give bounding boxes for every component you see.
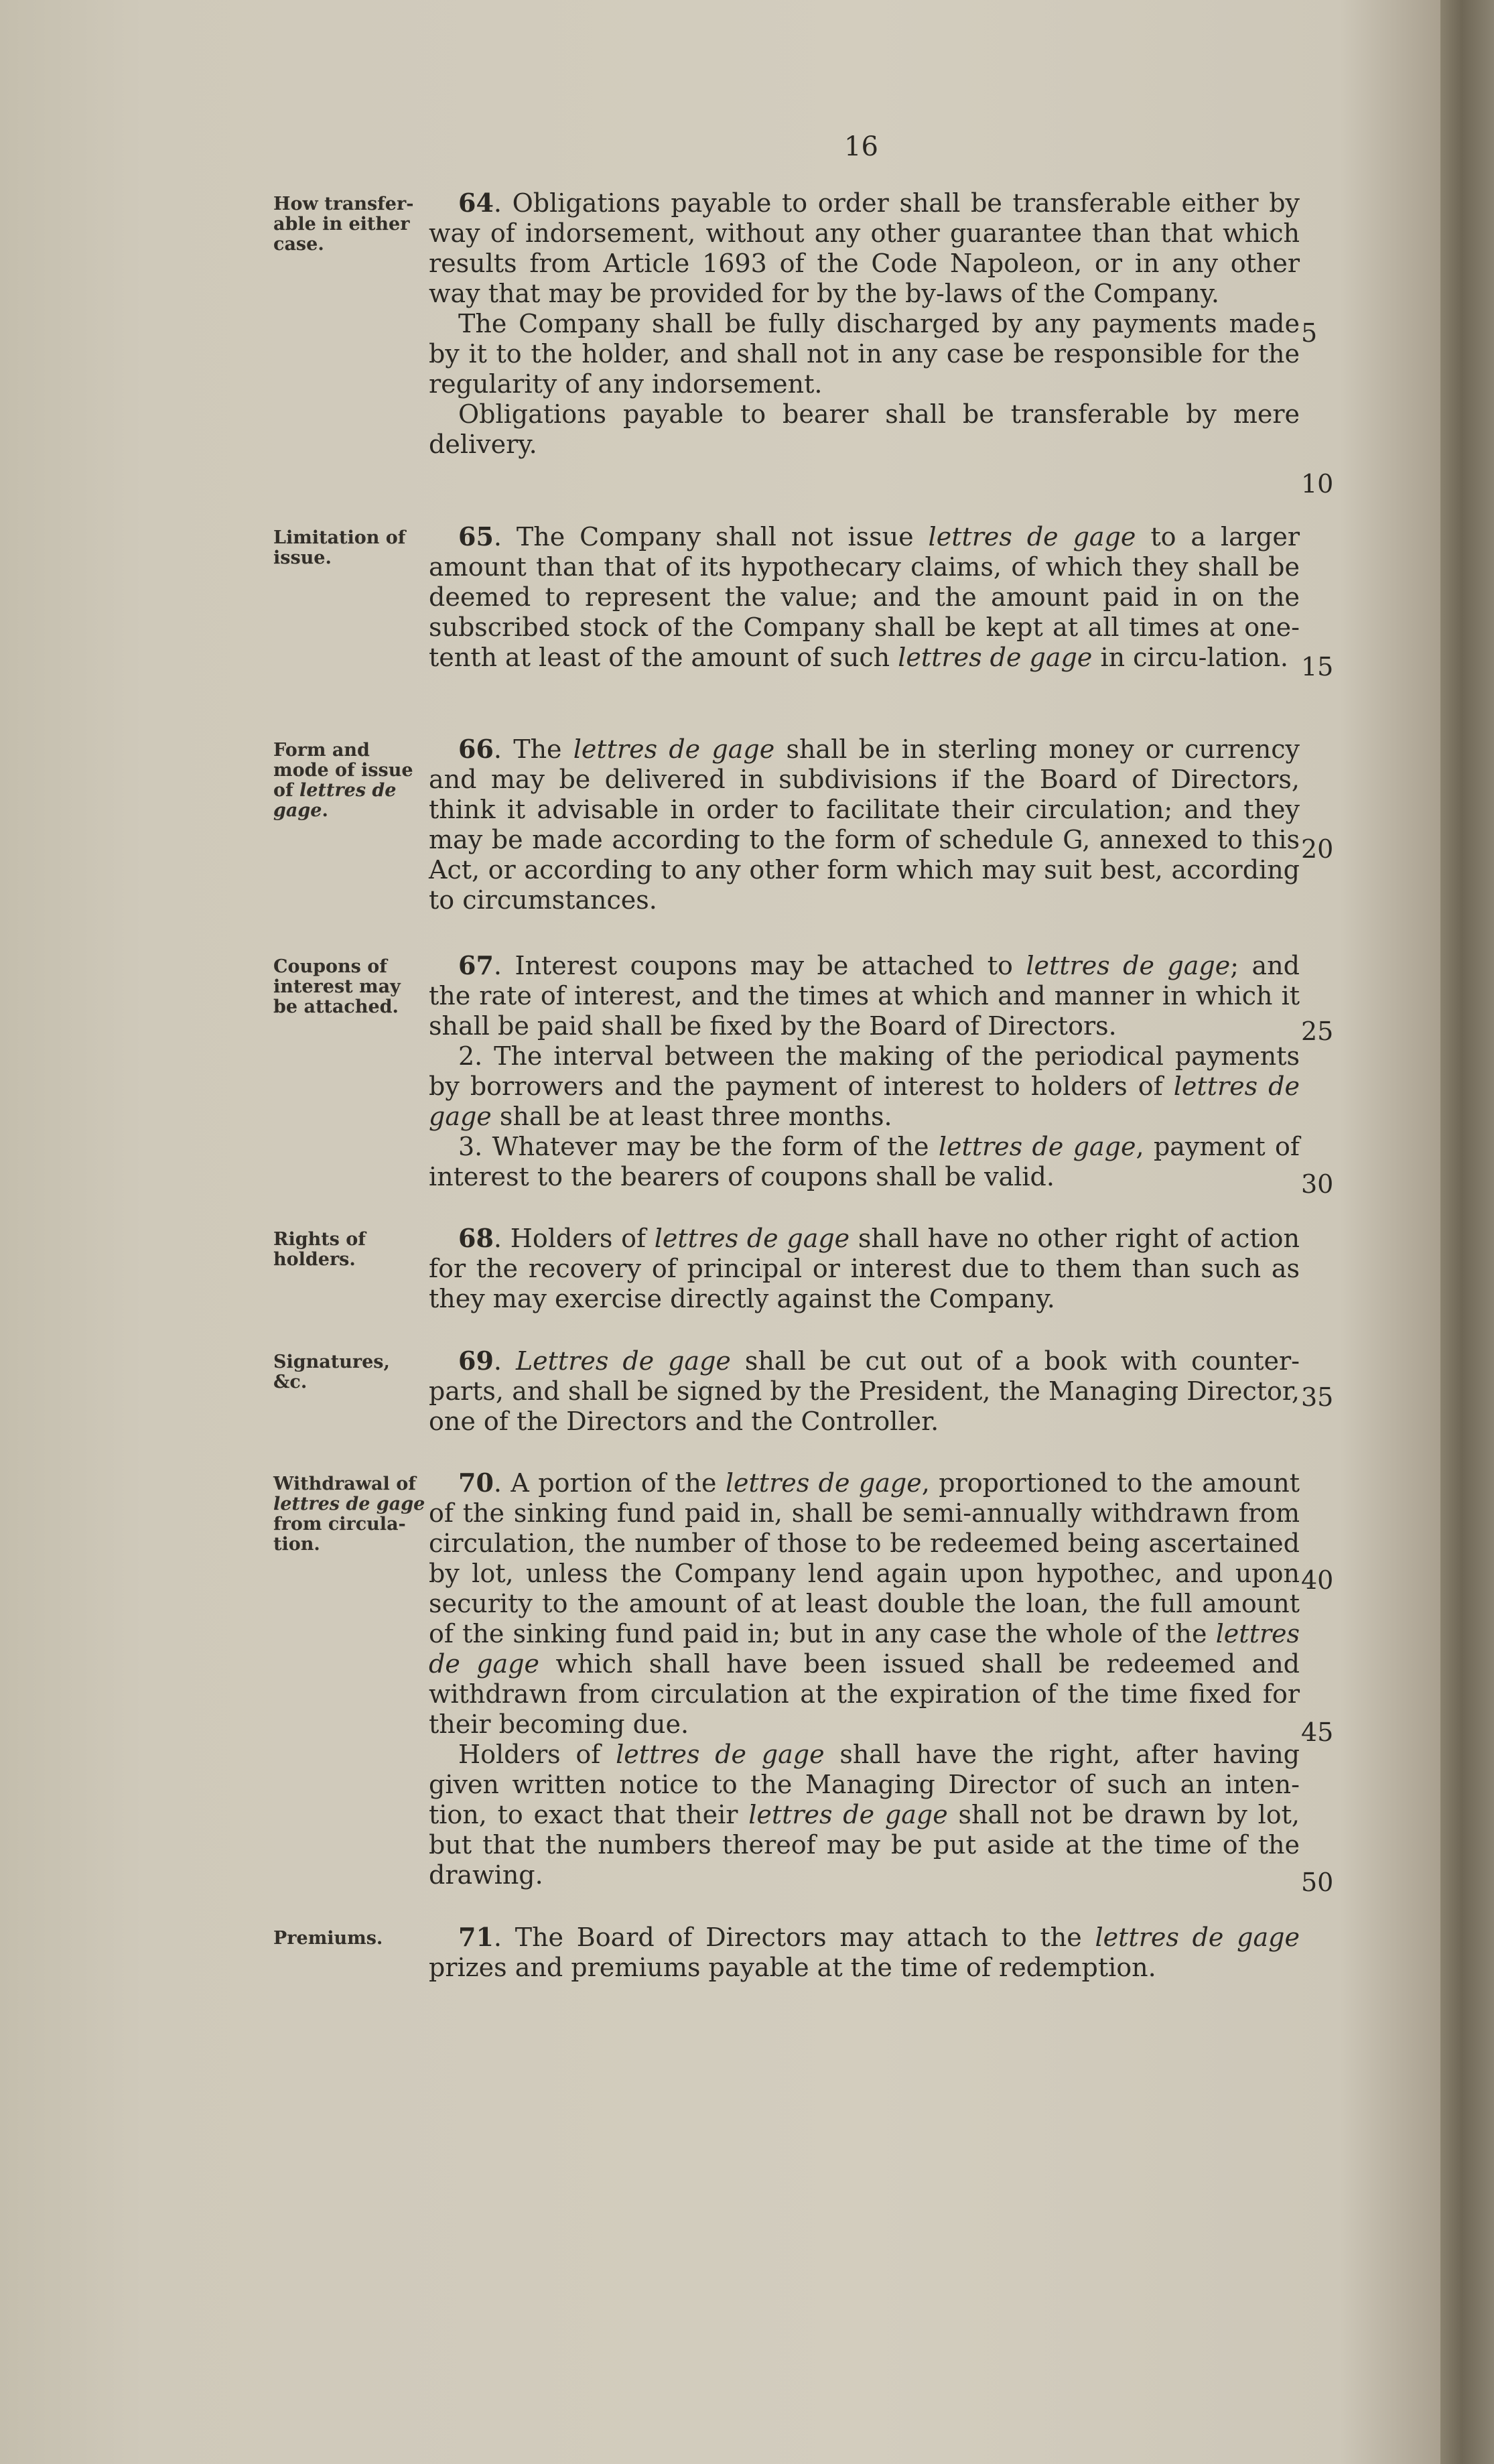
section-body (429, 1922, 1300, 1983)
paragraph: 70. A portion of the lettres de gage, proportioned to the amount of the sinking fund paid in, shall be semi-annually withdrawn from circulation, the number of those to be redeemed being ascertained by lot, unless the Company lend again upon hypothec, and upon security to the amount of at least double the loan, the full amount of the sinking fund paid in; but in any case the whole of the lettres de gage which shall have been issued shall be redeemed and withdrawn from circulation at the expiration of the time fixed for their becoming due. (429, 1468, 1300, 1739)
line-number: 5 (1301, 318, 1318, 348)
line-number: 50 (1301, 1868, 1334, 1897)
paragraph: 67. Interest coupons may be attached to lettres de gage; and the rate of interest, and the times at which and manner in which it shall be paid shall be fixed by the Board of Directors. (429, 950, 1300, 1041)
margin-note: Form and mode of issue of lettres de gage. (273, 740, 413, 821)
section-body (429, 521, 1300, 673)
section-number: 66 (458, 734, 494, 764)
section-number: 71 (458, 1922, 494, 1952)
margin-note: Rights of holders. (273, 1229, 366, 1270)
margin-note: Signatures, &c. (273, 1352, 390, 1392)
paragraph: 2. The interval between the making of the periodical payments by borrowers and the payment of interest to holders of lettres de gage shall be at least three months. (429, 1041, 1300, 1131)
margin-note: Withdrawal of lettres de gage from circula-tion. (273, 1474, 425, 1555)
paragraph: 69. Lettres de gage shall be cut out of a book with counter-parts, and shall be signed by the President, the Managing Director, one of the Directors and the Controller. (429, 1346, 1300, 1436)
paragraph: Holders of lettres de gage shall have the right, after having given written notice to the Managing Director of such an inten-tion, to exact that their lettres de gage shall not be drawn by lot, but that the numbers thereof may be put aside at the time of the drawing. (429, 1740, 1300, 1890)
margin-note: How transfer-able in either case. (273, 194, 414, 255)
line-number: 35 (1301, 1382, 1334, 1412)
section-body (429, 1346, 1300, 1437)
section-number: 69 (458, 1346, 494, 1376)
paragraph: 64. Obligations payable to order shall be transferable either by way of indorsement, without any other guarantee than that which results from Article 1693 of the Code Napoleon, or in any other way that may be provided for by the by-laws of the Company. (429, 188, 1300, 308)
section-body (429, 950, 1300, 1192)
line-number: 10 (1301, 469, 1334, 499)
paragraph: The Company shall be fully discharged by any payments made by it to the holder, and shall not in any case be responsible for the regularity of any indorsement. (429, 309, 1300, 399)
paragraph: 66. The lettres de gage shall be in sterling money or currency and may be delivered in subdivisions if the Board of Directors, think it advisable in order to facilitate their circulation; and they may be made according to the form of schedule G, annexed to this Act, or according to any other form which may suit best, according to circumstances. (429, 734, 1300, 915)
section-body (429, 1468, 1300, 1890)
section-body (429, 1223, 1300, 1314)
margin-note: Coupons of interest may be attached. (273, 956, 401, 1017)
line-number: 40 (1301, 1565, 1334, 1595)
section-body (429, 734, 1300, 915)
section-number: 67 (458, 950, 494, 980)
section-body (429, 188, 1300, 460)
line-number: 15 (1301, 652, 1334, 682)
paragraph: 68. Holders of lettres de gage shall have no other right of action for the recovery of principal or interest due to them than such as they may exercise directly against the Company. (429, 1223, 1300, 1313)
paragraph: Obligations payable to bearer shall be transferable by mere delivery. (429, 399, 1300, 459)
margin-note: Premiums. (273, 1928, 383, 1949)
line-number: 45 (1301, 1717, 1334, 1747)
paragraph: 71. The Board of Directors may attach to the lettres de gage prizes and premiums payable at the time of redemption. (429, 1922, 1300, 1982)
line-number: 25 (1301, 1017, 1334, 1046)
margin-note: Limitation of issue. (273, 527, 406, 568)
section-number: 65 (458, 521, 494, 552)
section-number: 70 (458, 1468, 494, 1498)
line-number: 30 (1301, 1169, 1334, 1199)
section-number: 68 (458, 1223, 494, 1253)
book-binding (1440, 0, 1494, 2464)
section-number: 64 (458, 188, 494, 218)
paragraph: 65. The Company shall not issue lettres de gage to a larger amount than that of its hypothecary claims, of which they shall be deemed to represent the value; and the amount paid in on the subscribed stock of the Company shall be kept at all times at one-tenth at least of the amount of such lettres de gage in circu-lation. (429, 521, 1300, 672)
paragraph: 3. Whatever may be the form of the lettres de gage, payment of interest to the bearers of coupons shall be valid. (429, 1132, 1300, 1191)
page-number: 16 (844, 131, 878, 162)
line-number: 20 (1301, 834, 1334, 864)
